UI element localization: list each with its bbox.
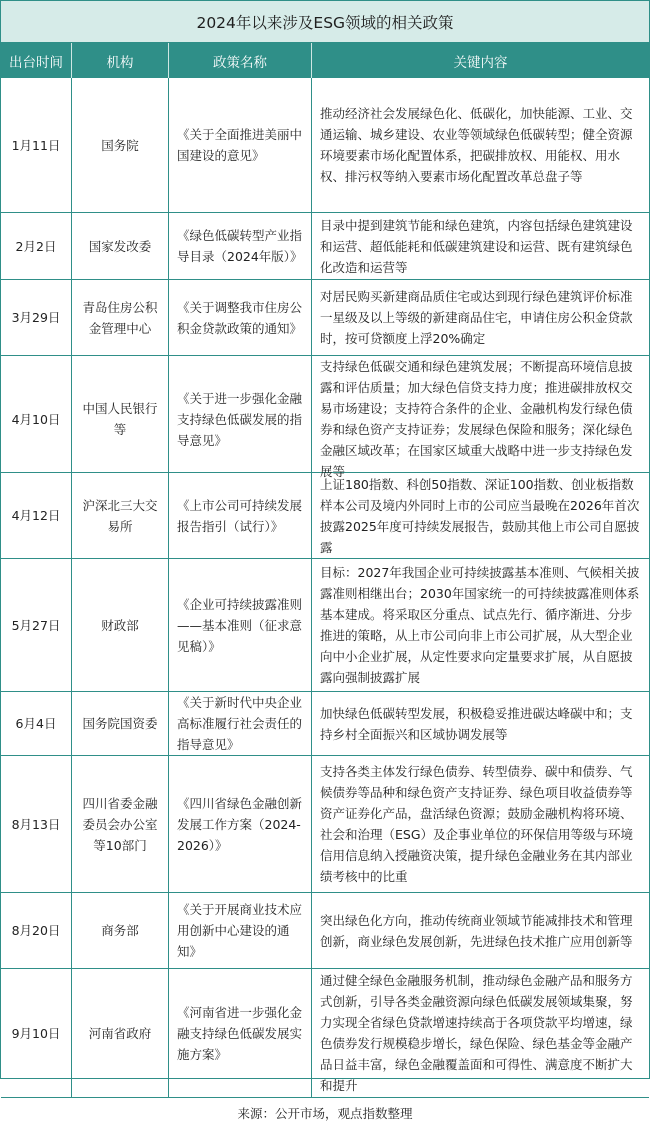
cell-date: 5月27日 xyxy=(1,559,72,691)
cell-date: 8月13日 xyxy=(1,756,72,892)
cell-policy-name: 《关于新时代中央企业高标准履行社会责任的指导意见》 xyxy=(169,692,312,755)
cell-key-content: 支持各类主体发行绿色债券、转型债券、碳中和债券、气候债券等品种和绿色资产支持证券、绿色项目收益债券等资产证券化产品，盘活绿色资源；鼓励金融机构将环境、社会和治理（ESG）及企事业单位的环保信用等级与环境信用信息纳入授融资决策，提升绿色金融业务在其内部业绩考核中的比重 xyxy=(320,764,634,884)
cell-key-content: 支持绿色低碳交通和绿色建筑发展；不断提高环境信息披露和评估质量；加大绿色信贷支持力度；推进碳排放权交易市场建设；支持符合条件的企业、金融机构发行绿色债券和绿色资产支持证券；发展绿色保险和服务；深化绿色金融区域改革；在国家区域重大战略中进一步支持绿色发展等 xyxy=(320,359,633,479)
table-header xyxy=(1,43,649,78)
cell-org: 国家发改委 xyxy=(72,213,169,279)
header-date: 出台时间 xyxy=(1,43,72,78)
cell-org: 河南省政府 xyxy=(72,969,169,1097)
cell-key-content: 推动经济社会发展绿色化、低碳化，加快能源、工业、交通运输、城乡建设、农业等领域绿色低碳转型；健全资源环境要素市场化配置体系，把碳排放权、用能权、用水权、排污权等纳入要素市场化配置改革总盘子等 xyxy=(320,106,633,184)
cell-org: 国务院 xyxy=(72,78,169,212)
header-policy-name: 政策名称 xyxy=(169,43,312,78)
table-row xyxy=(1,756,649,893)
cell-date: 9月10日 xyxy=(1,969,72,1097)
table-title: 2024年以来涉及ESG领域的相关政策 xyxy=(1,1,649,43)
cell-policy-name: 《关于进一步强化金融支持绿色低碳发展的指导意见》 xyxy=(169,356,312,482)
cell-date: 4月10日 xyxy=(1,356,72,482)
cell-key-content: 上证180指数、科创50指数、深证100指数、创业板指数样本公司及境内外同时上市的公司应当最晚在2026年首次披露2025年度可持续发展报告，鼓励其他上市公司自愿披露 xyxy=(320,476,640,555)
table-row xyxy=(1,213,649,280)
cell-key-content: 突出绿色化方向，推动传统商业领域节能减排技术和管理创新，商业绿色发展创新，先进绿色技术推广应用创新等 xyxy=(320,912,633,949)
cell-policy-name: 《四川省绿色金融创新发展工作方案（2024-2026）》 xyxy=(169,756,312,892)
cell-policy-name: 《河南省进一步强化金融支持绿色低碳发展实施方案》 xyxy=(169,969,312,1097)
header-org: 机构 xyxy=(72,43,169,78)
cell-date: 8月20日 xyxy=(1,893,72,968)
cell-policy-name: 《上市公司可持续发展报告指引（试行）》 xyxy=(169,473,312,558)
table-row xyxy=(1,356,649,479)
table-row xyxy=(1,692,649,756)
cell-org: 财政部 xyxy=(72,559,169,691)
cell-date: 3月29日 xyxy=(1,280,72,355)
cell-key-content: 对居民购买新建商品质住宅或达到现行绿色建筑评价标准一星级及以上等级的新建商品住宅，申请住房公积金贷款时，按可贷额度上浮20%确定 xyxy=(320,289,633,346)
header-key-content: 关键内容 xyxy=(453,54,508,71)
table-row xyxy=(1,893,649,969)
table-row xyxy=(1,280,649,356)
cell-org: 国务院国资委 xyxy=(72,692,169,755)
table-body xyxy=(1,78,649,1098)
cell-org: 沪深北三大交易所 xyxy=(72,473,169,558)
table-row xyxy=(1,473,649,559)
cell-key-content: 目录中提到建筑节能和绿色建筑，内容包括绿色建筑建设和运营、超低能耗和低碳建筑建设和运营、既有建筑绿色化改造和运营等 xyxy=(320,217,633,275)
table-row xyxy=(1,78,649,213)
cell-policy-name: 《企业可持续披露准则——基本准则（征求意见稿）》 xyxy=(169,559,312,691)
cell-key-content: 加快绿色低碳转型发展，积极稳妥推进碳达峰碳中和；支持乡村全面振兴和区域协调发展等 xyxy=(320,705,633,742)
cell-date: 1月11日 xyxy=(1,78,72,212)
cell-org: 商务部 xyxy=(72,893,169,968)
cell-date: 4月12日 xyxy=(1,473,72,558)
cell-policy-name: 《关于开展商业技术应用创新中心建设的通知》 xyxy=(169,893,312,968)
cell-key-content: 目标：2027年我国企业可持续披露基本准则、气候相关披露准则相继出台；2030年国家统一的可持续披露准则体系基本建成。将采取区分重点、试点先行、循序渐进、分步推进的策略，从上市公司向非上市公司扩展，从大型企业向中小企业扩展，从定性要求向定量要求扩展，从自愿披露向强制披露扩展 xyxy=(320,565,640,685)
cell-policy-name: 《关于全面推进美丽中国建设的意见》 xyxy=(169,78,312,212)
cell-policy-name: 《绿色低碳转型产业指导目录（2024年版）》 xyxy=(169,213,312,279)
cell-key-content: 通过健全绿色金融服务机制，推动绿色金融产品和服务方式创新，引导各类金融资源向绿色低碳发展领域集聚，努力实现全省绿色贷款增速持续高于各项贷款平均增速，绿色债券发行规模稳步增长，绿色保险、绿色基金等金融产品日益丰富，绿色金融覆盖面和可得性、满意度不断扩大和提升 xyxy=(320,973,633,1093)
cell-org: 中国人民银行等 xyxy=(72,356,169,482)
source-note: 来源：公开市场，观点指数整理 xyxy=(237,1106,413,1121)
cell-policy-name: 《关于调整我市住房公积金贷款政策的通知》 xyxy=(169,280,312,355)
cell-org: 四川省委金融委员会办公室等10部门 xyxy=(72,756,169,892)
cell-date: 2月2日 xyxy=(1,213,72,279)
cell-org: 青岛住房公积金管理中心 xyxy=(72,280,169,355)
table-row xyxy=(1,559,649,692)
cell-date: 6月4日 xyxy=(1,692,72,755)
